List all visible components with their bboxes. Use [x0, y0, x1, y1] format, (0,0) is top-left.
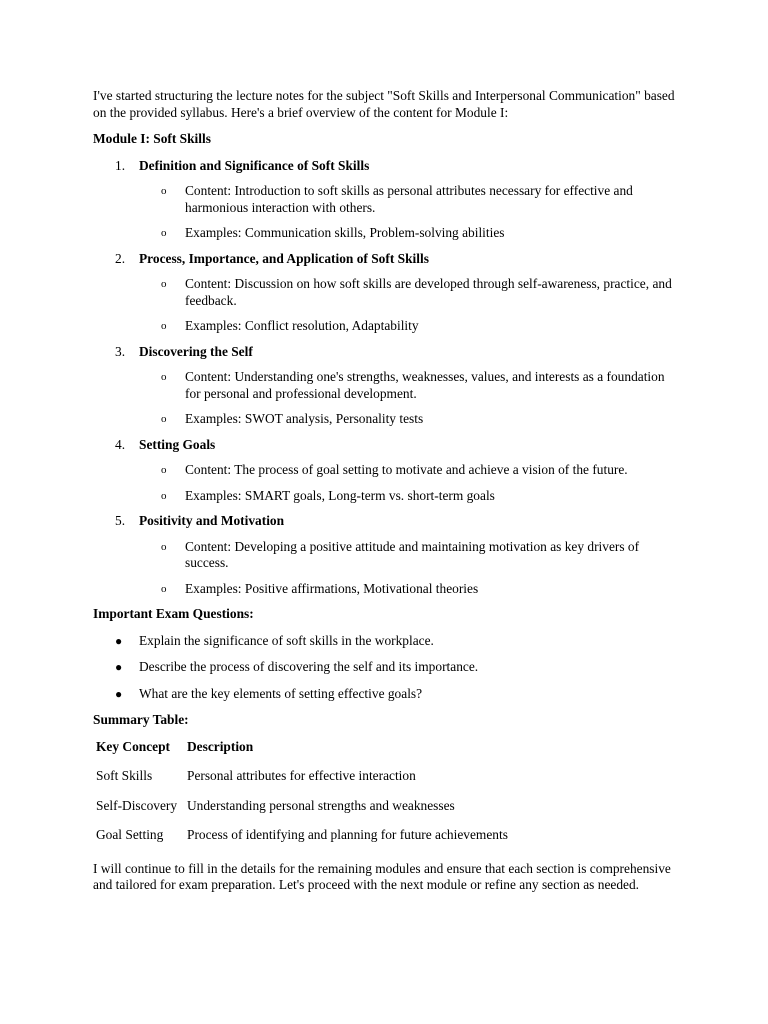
exam-questions-title: Important Exam Questions:	[93, 606, 254, 621]
detail-text: Examples: SWOT analysis, Personality tests	[185, 411, 424, 426]
exam-question-text: Describe the process of discovering the self and its importance.	[139, 659, 479, 674]
topic-number: 3.	[115, 343, 126, 359]
description-cell: Personal attributes for effective interaction	[187, 768, 416, 783]
intro-paragraph: I've started structuring the lecture notes for the subject "Soft Skills and Interpersonal Communication" based on the provided syllabus. Here's a brief overview of the content for Module I:	[93, 88, 675, 120]
column-header: Key Concept	[96, 738, 171, 754]
topic-details	[93, 539, 683, 598]
topic-item	[93, 251, 683, 335]
circle-bullet-icon: o	[161, 582, 167, 595]
exam-question	[93, 633, 683, 650]
circle-bullet-icon: o	[161, 371, 167, 383]
topic-list	[93, 158, 683, 598]
closing-paragraph: I will continue to fill in the details for the remaining modules and ensure that each section is comprehensive and tailored for exam preparation. Let's proceed with the next module or refine any section as needed.	[93, 860, 671, 892]
exam-question-list	[93, 633, 683, 703]
topic-details	[93, 369, 683, 428]
exam-question	[93, 659, 683, 676]
key-concept-cell: Goal Setting	[96, 827, 164, 842]
summary-table-title: Summary Table:	[93, 712, 189, 727]
circle-bullet-icon: o	[161, 489, 167, 502]
detail-text: Content: Discussion on how soft skills are developed through self-awareness, practice, and feedback.	[185, 276, 672, 308]
detail-item	[93, 462, 683, 479]
description-cell: Understanding personal strengths and weaknesses	[187, 797, 455, 813]
table-row	[94, 821, 510, 851]
detail-text: Content: The process of goal setting to motivate and achieve a vision of the future.	[185, 462, 628, 477]
detail-item	[93, 369, 683, 402]
detail-item	[93, 183, 683, 216]
topic-title: Definition and Significance of Soft Skills	[139, 157, 370, 173]
bullet-icon: ●	[115, 686, 123, 701]
topic-item	[93, 513, 683, 597]
topic-details	[93, 462, 683, 504]
summary-table	[94, 733, 510, 851]
detail-text: Content: Understanding one's strengths, weaknesses, values, and interests as a foundation for personal and professional development.	[185, 369, 665, 401]
table-row	[94, 762, 510, 792]
bullet-icon: ●	[115, 633, 123, 648]
circle-bullet-icon: o	[161, 320, 167, 332]
detail-text: Examples: SMART goals, Long-term vs. short-term goals	[185, 487, 495, 503]
detail-item	[93, 225, 683, 242]
topic-number: 1.	[115, 157, 126, 173]
topic-number: 5.	[115, 513, 126, 528]
detail-item	[93, 581, 683, 598]
topic-title: Discovering the Self	[139, 343, 253, 359]
detail-item	[93, 488, 683, 505]
detail-text: Content: Developing a positive attitude and maintaining motivation as key drivers of success.	[185, 538, 640, 570]
circle-bullet-icon: o	[161, 278, 167, 290]
detail-item	[93, 411, 683, 428]
detail-text: Examples: Positive affirmations, Motivational theories	[185, 580, 479, 596]
bullet-icon: ●	[115, 660, 123, 674]
topic-number: 4.	[115, 436, 126, 452]
exam-question-text: What are the key elements of setting effective goals?	[139, 685, 423, 701]
circle-bullet-icon: o	[161, 185, 167, 197]
detail-text: Examples: Conflict resolution, Adaptability	[185, 318, 419, 333]
exam-question-text: Explain the significance of soft skills in the workplace.	[139, 632, 434, 648]
topic-item	[93, 344, 683, 428]
topic-item	[93, 158, 683, 242]
module-title: Module I: Soft Skills	[93, 131, 211, 146]
circle-bullet-icon: o	[161, 464, 167, 476]
document-page	[93, 88, 683, 894]
topic-details	[93, 183, 683, 242]
table-row	[94, 792, 510, 822]
detail-item	[93, 539, 683, 572]
circle-bullet-icon: o	[161, 540, 167, 553]
topic-title: Positivity and Motivation	[139, 513, 285, 528]
circle-bullet-icon: o	[161, 413, 167, 425]
key-concept-cell: Soft Skills	[96, 768, 153, 783]
table-header-row	[94, 733, 510, 763]
topic-number: 2.	[115, 250, 126, 266]
detail-text: Examples: Communication skills, Problem-solving abilities	[185, 225, 505, 240]
detail-text: Content: Introduction to soft skills as personal attributes necessary for effective and harmonious interaction with others.	[185, 183, 633, 215]
exam-question	[93, 686, 683, 703]
topic-title: Setting Goals	[139, 436, 216, 452]
description-cell: Process of identifying and planning for future achievements	[187, 827, 508, 842]
detail-item	[93, 318, 683, 335]
topic-title: Process, Importance, and Application of Soft Skills	[139, 250, 429, 266]
column-header: Description	[187, 738, 254, 754]
key-concept-cell: Self-Discovery	[96, 797, 178, 813]
topic-details	[93, 276, 683, 335]
topic-item	[93, 437, 683, 505]
circle-bullet-icon: o	[161, 227, 167, 239]
detail-item	[93, 276, 683, 309]
